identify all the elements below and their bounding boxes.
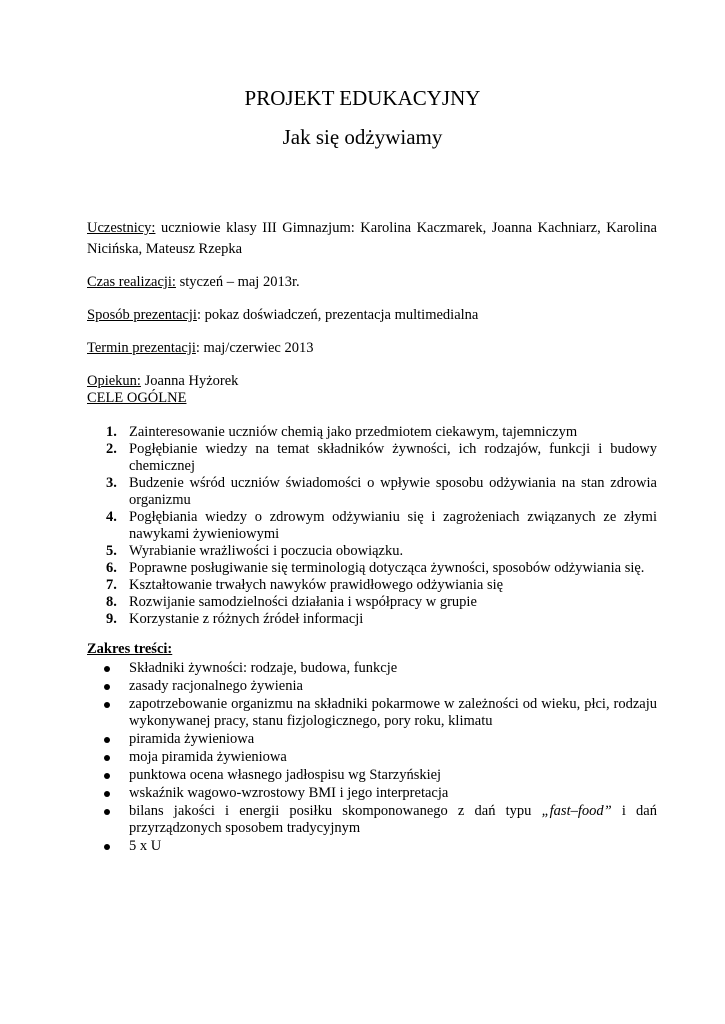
bullet-icon — [104, 791, 110, 797]
list-item: 9. Korzystanie z różnych źródeł informacji — [106, 611, 364, 627]
bullet-icon — [104, 844, 110, 850]
list-item: 2. Pogłębianie wiedzy na temat składników żywności, ich rodzajów, funkcji i budowy chemicznej — [106, 441, 657, 474]
bullet-icon — [104, 737, 110, 743]
list-item: Składniki żywności: rodzaje, budowa, funkcje — [87, 660, 657, 677]
project-info — [87, 218, 657, 404]
list-item: zapotrzebowanie organizmu na składniki pokarmowe w zależności od wieku, płci, rodzaju wykonywanej pracy, stanu fizjologicznego, pory roku, klimatu — [87, 696, 657, 730]
list-item: zasady racjonalnego żywienia — [87, 678, 657, 695]
list-item: 5. Wyrabianie wrażliwości i poczucia obowiązku. — [106, 543, 404, 559]
time-value: styczeń – maj 2013r. — [175, 274, 300, 290]
scope-list — [87, 660, 657, 856]
page-subtitle: Jak się odżywiamy — [282, 125, 443, 149]
scope-heading: Zakres treści: — [87, 641, 173, 657]
bullet-icon — [104, 755, 110, 761]
bullet-icon — [104, 809, 110, 815]
list-item: moja piramida żywieniowa — [87, 749, 657, 766]
goals-heading: CELE OGÓLNE — [87, 390, 187, 406]
list-item: 6. Poprawne posługiwanie się terminologią dotycząca żywności, sposobów odżywiania się. — [106, 560, 645, 576]
tutor-field — [87, 371, 657, 392]
presentation-value: : pokaz doświadczeń, prezentacja multimedialna — [196, 307, 479, 323]
bullet-icon — [104, 702, 110, 708]
date-field — [87, 338, 657, 359]
presentation-label: Sposób prezentacji — [87, 307, 197, 323]
list-item: bilans jakości i energii posiłku skomponowanego z dań typu „fast–food” i dań przyrządzonych sposobem tradycyjnym — [87, 803, 657, 837]
participants-label: Uczestnicy: — [87, 220, 156, 236]
bullet-icon — [104, 666, 110, 672]
presentation-field — [87, 305, 657, 326]
time-field — [87, 272, 657, 293]
participants-value: uczniowie klasy III Gimnazjum: Karolina Kaczmarek, Joanna Kachniarz, Karolina Nicińska, Mateusz Rzepka — [87, 220, 657, 257]
list-item: 8. Rozwijanie samodzielności działania i współpracy w grupie — [106, 594, 477, 610]
list-item: piramida żywieniowa — [87, 731, 657, 748]
fastfood-term: „fast–food” — [541, 803, 612, 819]
list-item: punktowa ocena własnego jadłospisu wg Starzyńskiej — [87, 767, 657, 784]
list-item: 5 x U — [87, 838, 657, 855]
time-label: Czas realizacji: — [87, 274, 176, 290]
goals-list — [87, 424, 657, 628]
list-item: 4. Pogłębiania wiedzy o zdrowym odżywianiu się i zagrożeniach związanych ze złymi nawykami żywieniowymi — [106, 509, 657, 542]
list-item: wskaźnik wagowo-wzrostowy BMI i jego interpretacja — [87, 785, 657, 802]
tutor-label: Opiekun: — [87, 373, 141, 389]
tutor-value: Joanna Hyżorek — [140, 373, 239, 389]
date-value: : maj/czerwiec 2013 — [195, 340, 314, 356]
bullet-icon — [104, 773, 110, 779]
list-item: 7. Kształtowanie trwałych nawyków prawidłowego odżywiania się — [106, 577, 504, 593]
list-item: 1. Zainteresowanie uczniów chemią jako przedmiotem ciekawym, tajemniczym — [106, 424, 578, 440]
list-item: 3. Budzenie wśród uczniów świadomości o wpływie sposobu odżywiania na stan zdrowia organizmu — [106, 475, 657, 508]
page-title: PROJEKT EDUKACYJNY — [244, 86, 481, 110]
date-label: Termin prezentacji — [87, 340, 196, 356]
participants-field — [87, 218, 657, 260]
bullet-icon — [104, 684, 110, 690]
